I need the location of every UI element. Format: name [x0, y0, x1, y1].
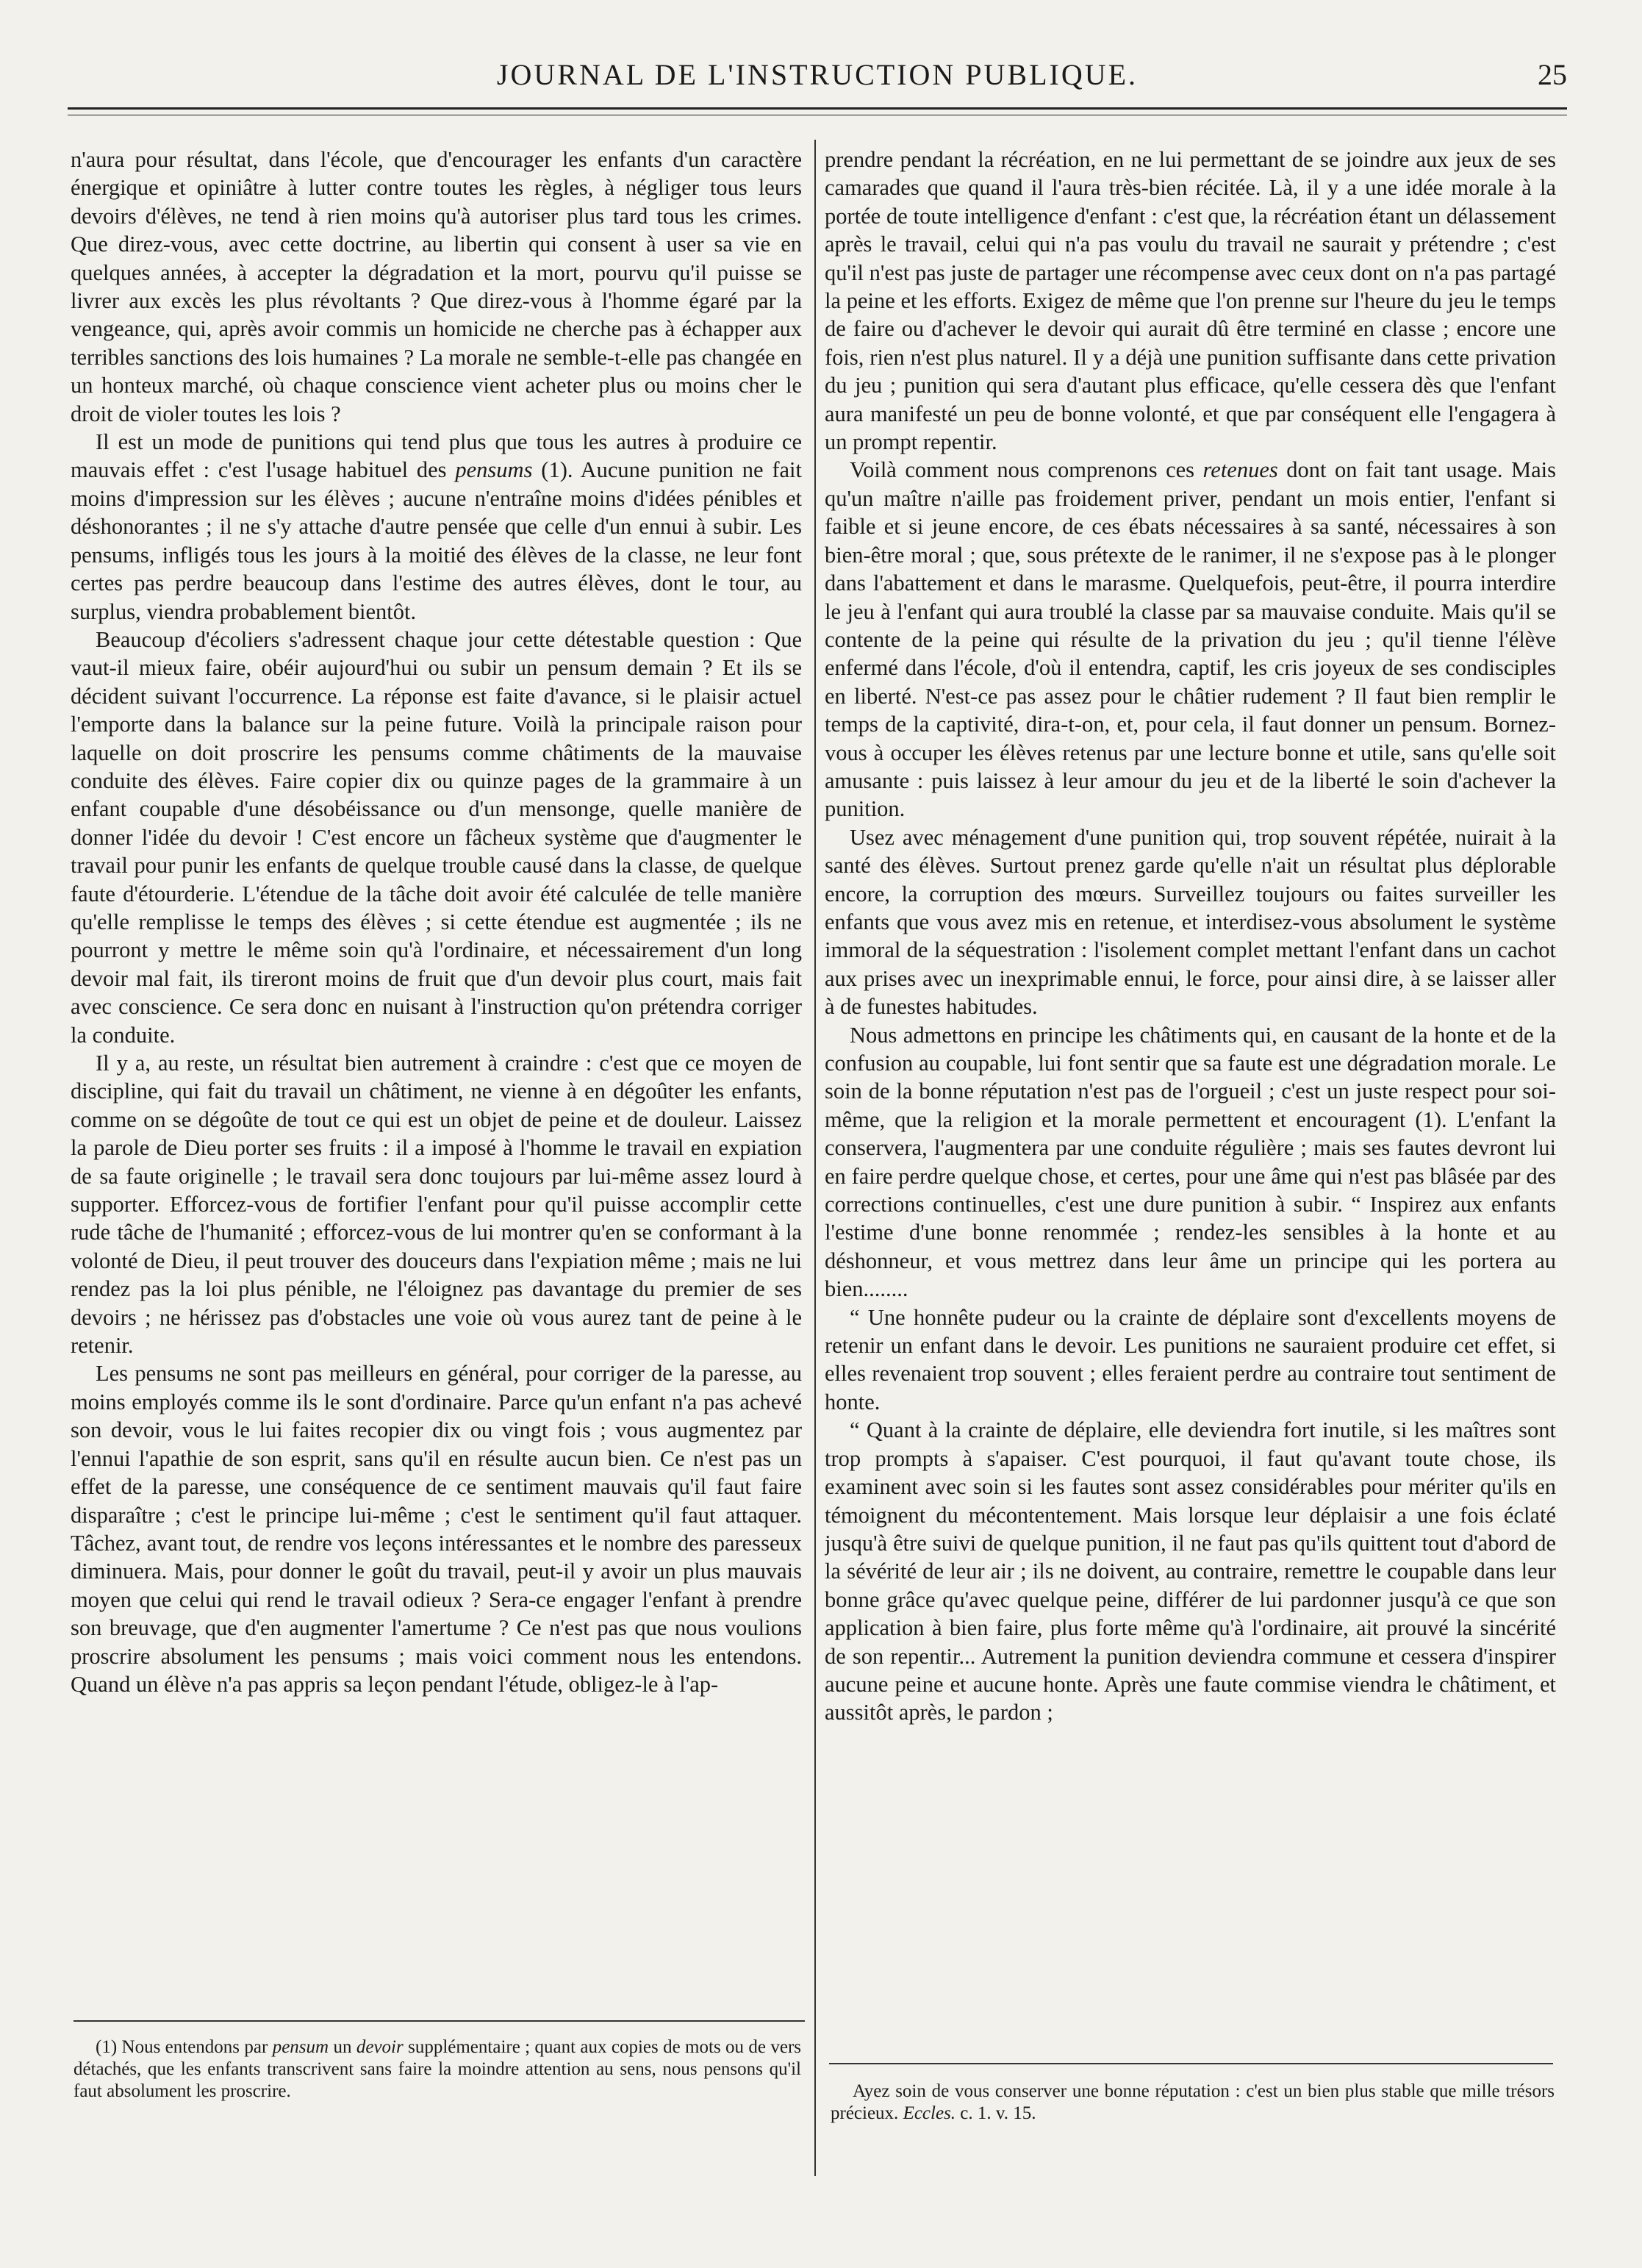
paragraph: Les pensums ne sont pas meilleurs en général, pour corriger de la paresse, au moins employés comme ils le sont d'ordinaire. Parce qu'un enfant n'a pas achevé son devoir, vous le lui faites recopier dix ou vingt fois ; vous augmentez par l'ennui l'apathie de son esprit, sans qu'il en résulte aucun bien. Ce n'est pas un effet de la paresse, une conséquence de ce sentiment mauvais qu'il faut faire disparaître ; c'est le principe lui-même ; c'est le sentiment qu'il faut attaquer. Tâchez, avant tout, de rendre vos leçons intéressantes et le nombre des paresseux diminuera. Mais, pour donner le goût du travail, peut-il y avoir un plus mauvais moyen que celui qui rend le travail odieux ? Sera-ce engager l'enfant à prendre son breuvage, que d'en augmenter l'amertume ? Ce n'est pas que nous voulions proscrire absolument les pensums ; mais voici comment nous les entendons. Quand un élève n'a pas appris sa leçon pendant l'étude, obligez-le à l'ap-: [71, 1361, 802, 1697]
italic-term: pensums: [455, 457, 533, 483]
text-run: un: [333, 2037, 352, 2057]
footnote-text: [74, 2036, 801, 2103]
paragraph: n'aura pour résultat, dans l'école, que d'encourager les enfants d'un caractère énergique et opiniâtre à lutter contre toutes les règles, à négliger tous leurs devoirs d'élèves, ne tend à rien moins qu'à autoriser plus tard tous les crimes. Que direz-vous, avec cette doctrine, au libertin qui consent à user sa vie en quelques années, à accepter la dégradation et la mort, pourvu qu'il puisse se livrer aux excès les plus révoltants ? Que direz-vous à l'homme égaré par la vengeance, qui, après avoir commis un homicide ne cherche pas à échapper aux terribles sanctions des lois humaines ? La morale ne semble-t-elle pas changée en un honteux marché, où chaque conscience vient acheter plus ou moins cher le droit de violer toutes les lois ?: [71, 147, 802, 426]
page-number: 25: [1538, 58, 1567, 91]
paragraph: Nous admettons en principe les châtiments qui, en causant de la honte et de la confusion au coupable, lui font sentir que sa faute est une dégradation morale. Le soin de la bonne réputation n'est pas de l'orgueil ; c'est un juste respect pour soi-même, que la religion et la morale permettent et encouragent (1). L'enfant la conservera, l'augmentera par une conduite régulière ; mais ses fautes devront lui en faire perdre quelque chose, et certes, pour une âme qui n'est pas blâsée par des corrections continuelles, c'est une dure punition à subir. “ Inspirez aux enfants l'estime d'une bonne renommée ; rendez-les sensibles à la honte et au déshonneur, et vous mettrez dans leur âme un principe qui les portera au bien........: [825, 1022, 1556, 1302]
column-divider: [814, 140, 816, 2176]
paragraph: Beaucoup d'écoliers s'adressent chaque jour cette détestable question : Que vaut-il mieux faire, obéir aujourd'hui ou subir un pensum demain ? Et ils se décident suivant l'occurrence. La réponse est faite d'avance, si le plaisir actuel l'emporte dans la balance sur la peine future. Voilà la principale raison pour laquelle on doit proscrire les pensums comme châtiments de la mauvaise conduite des élèves. Faire copier dix ou quinze pages de la grammaire à un enfant coupable d'une désobéissance ou d'un mensonge, quelle manière de donner l'idée du devoir ! C'est encore un fâcheux système que d'augmenter le travail pour punir les enfants de quelque trouble causé dans la classe, de quelque faute d'étourderie. L'étendue de la tâche doit avoir été calculée de telle manière qu'elle remplisse le temps des élèves ; si cette étendue est augmentée ; ils ne pourront y mettre le même soin qu'à l'ordinaire, et nécessairement d'un long devoir mal fait, ils tireront moins de fruit que d'un devoir plus court, mais fait avec conscience. Ce sera donc en nuisant à l'instruction qu'on prétendra corriger la conduite.: [71, 626, 802, 1048]
left-column: [71, 146, 802, 2013]
paragraph: “ Une honnête pudeur ou la crainte de déplaire sont d'excellents moyens de retenir un enfant dans le devoir. Les punitions ne sauraient produire cet effet, si elles revenaient trop souvent ; elles feraient perdre au contraire tout sentiment de honte.: [825, 1304, 1556, 1414]
italic-term: devoir: [356, 2037, 404, 2057]
text-run: Il est un mode de punitions qui tend plus que tous les autres à produire ce mauvais effet : c'est l'usage habituel des: [71, 429, 802, 483]
right-column: [825, 146, 1556, 2006]
paragraph: [825, 456, 1556, 823]
footnote-rule: [829, 2063, 1553, 2064]
italic-term: retenues: [1202, 457, 1278, 483]
text-run: c. 1. v. 15.: [960, 2103, 1036, 2123]
text-run: supplémentaire ; quant aux copies de mots ou de vers détachés, que les enfants transcrivent sans faire la moindre attention au sens, nous pensons qu'il faut absolument les proscrire.: [74, 2037, 802, 2101]
text-run: Voilà comment nous comprenons ces: [850, 457, 1195, 483]
paragraph: Il y a, au reste, un résultat bien autrement à craindre : c'est que ce moyen de discipline, qui fait du travail un châtiment, ne vienne à en dégoûter les enfants, comme on se dégoûte de tout ce qui est un objet de peine et de douleur. Laissez la parole de Dieu porter ses fruits : il a imposé à l'homme le travail en expiation de sa faute originelle ; le travail sera donc toujours par lui-même assez lourd à supporter. Efforcez-vous de fortifier l'enfant pour qu'il puisse accomplir cette rude tâche de l'humanité ; efforcez-vous de lui montrer qu'en se conformant à la volonté de Dieu, il peut trouver des douceurs dans l'expiation même ; mais ne lui rendez pas la loi plus pénible, ne l'éloignez pas davantage du premier de ses devoirs ; ne hérissez pas d'obstacles une voie où vous aurez tant de peine à le retenir.: [71, 1051, 802, 1359]
footnote-text: [831, 2081, 1555, 2125]
text-run: Ayez soin de vous conserver une bonne réputation : c'est un bien plus stable que mille trésors précieux.: [831, 2081, 1555, 2123]
page-header: [68, 57, 1567, 101]
running-title: JOURNAL DE L'INSTRUCTION PUBLIQUE.: [496, 58, 1139, 91]
paragraph: Usez avec ménagement d'une punition qui, trop souvent répétée, nuirait à la santé des élèves. Surtout prenez garde qu'elle n'ait un résultat plus déplorable encore, la corruption des mœurs. Surveillez toujours ou faites surveiller les enfants que vous avez mis en retenue, et interdisez-vous absolument le système immoral de la séquestration : l'isolement complet mettant l'enfant dans un cachot aux prises avec un inexprimable ennui, le force, pour ainsi dire, à se laisser aller à de funestes habitudes.: [825, 824, 1556, 1020]
italic-citation: Eccles.: [903, 2103, 956, 2123]
header-rule: [68, 107, 1567, 110]
text-run: dont on fait tant usage. Mais qu'un maître n'aille pas froidement priver, pendant un mois entier, l'enfant si faible et si jeune encore, de ces ébats nécessaires à sa santé, nécessaires à son bien-être moral ; que, sous prétexte de le ranimer, il ne s'expose pas à le plonger dans l'abattement et dans le marasme. Quelquefois, peut-être, il pourra interdire le jeu à l'enfant qui aura troublé la classe par sa mauvaise conduite. Mais qu'il se contente de la peine qui résulte de la privation du jeu ; qu'il tienne l'élève enfermé dans l'école, d'où il entendra, captif, les cris joyeux de ses condisciples en liberté. N'est-ce pas assez pour le châtier rudement ? Il faut bien remplir le temps de la captivité, dira-t-on, et, pour cela, il faut donner un pensum. Bornez-vous à occuper les élèves retenus par une lecture bonne et utile, sans qu'elle soit amusante : puis laissez à leur amour du jeu et de la liberté le soin d'achever la punition.: [825, 457, 1556, 822]
text-run: (1). Aucune punition ne fait moins d'impression sur les élèves ; aucune n'entraîne moins d'idées pénibles et déshonorantes ; il ne s'y attache d'autre pensée que celle d'un ennui à subir. Les pensums, infligés tous les jours à la moitié des élèves de la classe, ne leur font certes pas perdre beaucoup dans l'estime des autres élèves, dont le tour, au surplus, viendra probablement bientôt.: [71, 457, 802, 624]
paragraph: [71, 428, 802, 626]
italic-term: pensum: [272, 2037, 329, 2057]
text-run: (1) Nous entendons par: [96, 2037, 268, 2057]
footnote-rule: [74, 2020, 805, 2022]
footnote-right: [831, 2081, 1555, 2125]
paragraph: “ Quant à la crainte de déplaire, elle deviendra fort inutile, si les maîtres sont trop prompts à s'apaiser. C'est pourquoi, il faut qu'avant toute chose, ils examinent avec soin si les fautes sont assez considérables pour mériter qu'ils en témoignent du mécontentement. Mais lorsque leur déplaisir a une fois éclaté jusqu'à être suivi de quelque punition, il ne faut pas qu'ils quittent tout d'abord de la sévérité de leur air ; ils ne doivent, au contraire, remettre le coupable dans leur bonne grâce qu'avec quelque peine, différer de lui pardonner jusqu'à ce que son application à bien faire, plus forte même qu'à l'ordinaire, ait prouvé la sincérité de son repentir... Autrement la punition deviendra commune et cessera d'inspirer aucune peine et aucune honte. Après une faute commise viendra le châtiment, et aussitôt après, le pardon ;: [825, 1417, 1556, 1725]
footnote-left: [74, 2036, 801, 2103]
paragraph: prendre pendant la récréation, en ne lui permettant de se joindre aux jeux de ses camarades que quand il l'aura très-bien récitée. Là, il y a une idée morale à la portée de toute intelligence d'enfant : c'est que, la récréation étant un délassement après le travail, celui qui n'a pas voulu du travail ne saurait y prétendre ; c'est qu'il n'est pas juste de partager une récompense avec ceux dont on n'a pas partagé la peine et les efforts. Exigez de même que l'on prenne sur l'heure du jeu le temps de faire ou d'achever le devoir qui aurait dû être terminé en classe ; encore une fois, rien n'est plus naturel. Il y a déjà une punition suffisante dans cette privation du jeu ; punition qui sera d'autant plus efficace, qu'elle cessera dès que l'enfant aura manifesté un peu de bonne volonté, et que par conséquent elle l'engagera à un prompt repentir.: [825, 147, 1556, 455]
